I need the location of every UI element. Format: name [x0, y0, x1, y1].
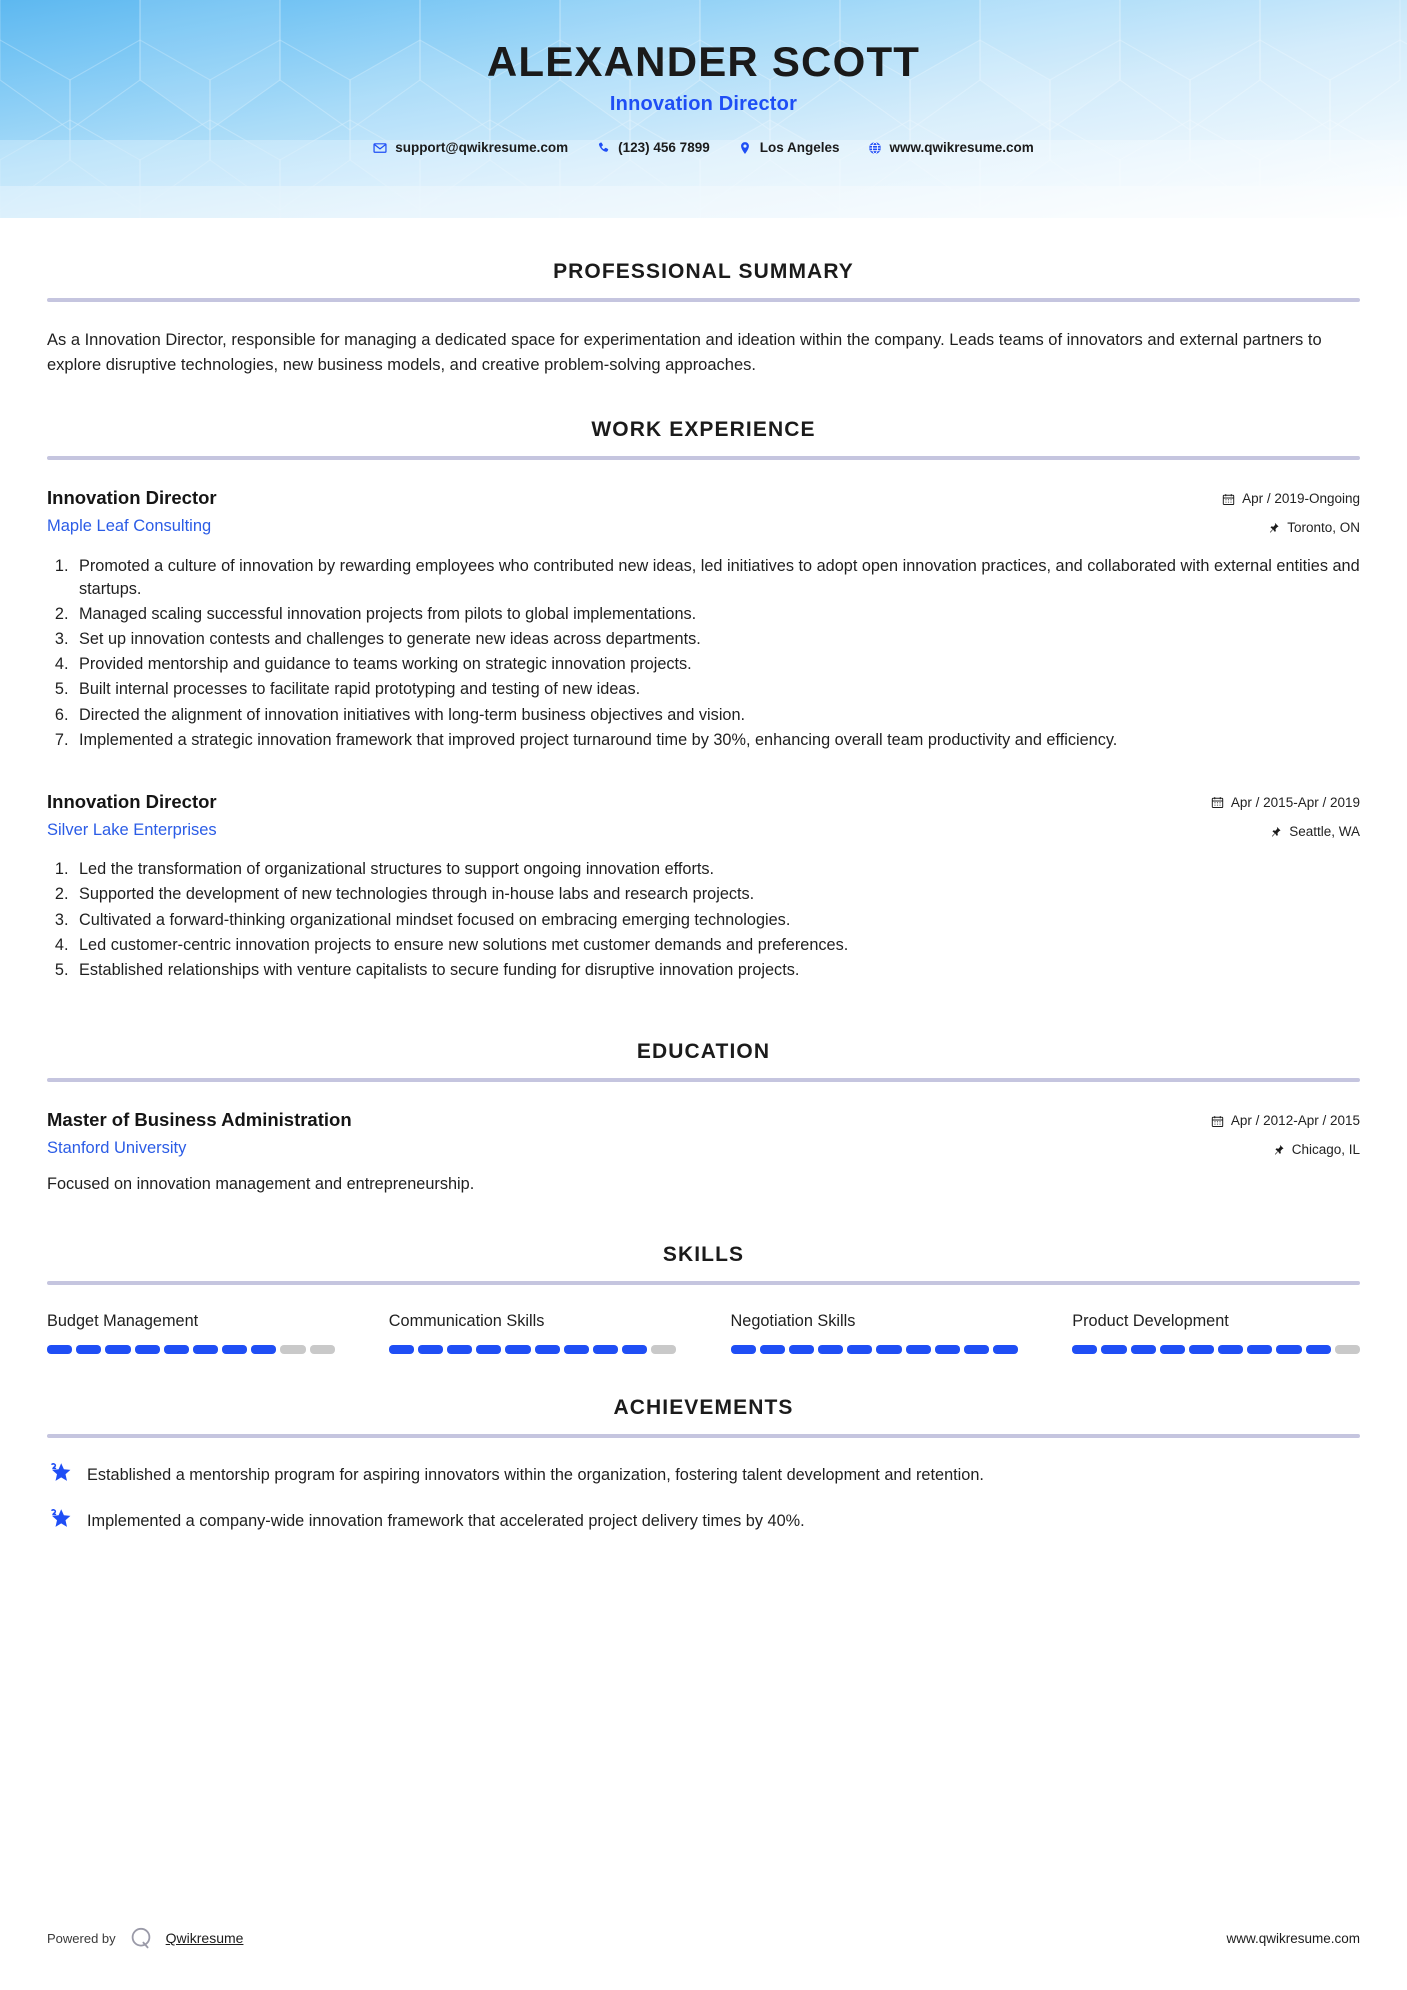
work-entry-date: Apr / 2019-Ongoing: [1242, 491, 1360, 507]
skill-segment-filled: [418, 1345, 443, 1354]
achievement-text: Established a mentorship program for aspiring innovators within the organization, fostering talent development and retention.: [87, 1466, 984, 1485]
skill-item: [47, 1311, 335, 1354]
skill-segment-filled: [389, 1345, 414, 1354]
section-title-skills: SKILLS: [662, 1243, 745, 1267]
skill-segment-filled: [76, 1345, 101, 1354]
section-title-achievements: ACHIEVEMENTS: [613, 1396, 794, 1420]
qwikresume-brand-link[interactable]: Qwikresume: [165, 1930, 244, 1946]
skill-item: [389, 1311, 677, 1354]
skill-segment-empty: [280, 1345, 305, 1354]
list-item: 2. Managed scaling successful innovation projects from pilots to global implementations.: [73, 603, 1360, 626]
skill-segment-filled: [164, 1345, 189, 1354]
powered-by-label: Powered by: [47, 1930, 116, 1946]
skill-segment-filled: [251, 1345, 276, 1354]
location-pin-icon: [738, 141, 752, 155]
globe-icon: [868, 141, 882, 155]
contact-website[interactable]: [854, 140, 1048, 155]
list-item: 4. Provided mentorship and guidance to teams working on strategic innovation projects.: [73, 653, 1360, 676]
education-date: Apr / 2012-Apr / 2015: [1230, 1112, 1360, 1128]
section-title-work-experience: WORK EXPERIENCE: [591, 418, 816, 442]
section-divider: [47, 1078, 1360, 1082]
section-professional-summary: [47, 218, 1360, 378]
skills-grid: [47, 1311, 1360, 1354]
skill-segment-filled: [1131, 1345, 1156, 1354]
resume-content: [0, 218, 1407, 1924]
skill-segment-filled: [535, 1345, 560, 1354]
skill-segment-filled: [935, 1345, 960, 1354]
education-location: Chicago, IL: [1291, 1142, 1360, 1158]
list-item: 2. Supported the development of new technologies through in-house labs and research projects.: [73, 883, 1360, 906]
work-entry-location: Toronto, ON: [1287, 520, 1360, 536]
work-entry-company[interactable]: Maple Leaf Consulting: [47, 517, 212, 536]
section-divider: [47, 298, 1360, 302]
skill-segment-filled: [622, 1345, 647, 1354]
skill-segment-filled: [818, 1345, 843, 1354]
work-entry-date: Apr / 2015-Apr / 2019: [1230, 794, 1360, 810]
skill-segment-filled: [1072, 1345, 1097, 1354]
skill-level-bar: [389, 1345, 677, 1354]
skill-level-bar: [1072, 1345, 1360, 1354]
skill-segment-filled: [1218, 1345, 1243, 1354]
education-entry-header: [47, 1108, 1360, 1161]
skill-label: Product Development: [1072, 1312, 1229, 1331]
contact-website-text: www.qwikresume.com: [889, 140, 1034, 156]
skill-segment-filled: [1276, 1345, 1301, 1354]
skill-segment-filled: [1160, 1345, 1185, 1354]
star-icon: [47, 1460, 73, 1486]
education-location-row: [1211, 1140, 1360, 1160]
skill-item: [1072, 1311, 1360, 1354]
skill-segment-filled: [222, 1345, 247, 1354]
skill-segment-filled: [789, 1345, 814, 1354]
skill-segment-filled: [906, 1345, 931, 1354]
work-entry: [47, 790, 1360, 982]
skill-segment-filled: [564, 1345, 589, 1354]
skill-segment-empty: [310, 1345, 335, 1354]
section-title-professional-summary: PROFESSIONAL SUMMARY: [553, 260, 854, 283]
work-entry-title: Innovation Director: [47, 487, 217, 509]
skill-segment-filled: [1306, 1345, 1331, 1354]
skill-segment-filled: [447, 1345, 472, 1354]
list-item: 1. Led the transformation of organizational structures to support ongoing innovation efforts.: [73, 858, 1360, 881]
work-entry: [47, 486, 1360, 752]
skill-label: Negotiation Skills: [730, 1312, 856, 1331]
footer-website-url[interactable]: www.qwikresume.com: [1226, 1930, 1360, 1946]
skill-segment-filled: [1247, 1345, 1272, 1354]
skill-segment-filled: [876, 1345, 901, 1354]
achievement-text: Implemented a company-wide innovation framework that accelerated project delivery times by 40%.: [87, 1511, 805, 1530]
map-pin-icon: [1272, 1144, 1285, 1157]
contact-email-text: support@qwikresume.com: [395, 140, 569, 156]
work-entry-left: [47, 790, 217, 842]
work-entry-meta: [1211, 790, 1360, 843]
work-entry-header: [47, 486, 1360, 539]
work-entry-location: Seattle, WA: [1289, 824, 1360, 840]
work-entry-location-row: [1211, 822, 1360, 842]
education-entry-left: [47, 1108, 352, 1160]
contact-phone-text: (123) 456 7899: [618, 140, 710, 156]
skill-segment-filled: [760, 1345, 785, 1354]
education-entry: [47, 1108, 1360, 1197]
education-school[interactable]: Stanford University: [47, 1139, 187, 1158]
skill-segment-filled: [964, 1345, 989, 1354]
professional-summary-text: As a Innovation Director, responsible for managing a dedicated space for experimentation and ideation within the company. Leads teams of innovators and external partners to explore disruptive technologies, new business models, and creative problem-solving approaches.: [47, 331, 1322, 375]
qwikresume-logo-icon: [127, 1924, 155, 1952]
section-skills: [47, 1197, 1360, 1354]
skill-item: [731, 1311, 1019, 1354]
work-entry-date-row: [1211, 793, 1360, 813]
skill-segment-filled: [505, 1345, 530, 1354]
resume-header: [0, 0, 1407, 218]
list-item: 3. Cultivated a forward-thinking organizational mindset focused on embracing emerging technologies.: [73, 909, 1360, 932]
work-entry-bullets: [47, 858, 1360, 982]
phone-icon: [596, 141, 610, 155]
education-entry-meta: [1211, 1108, 1360, 1161]
work-entry-location-row: [1222, 518, 1360, 538]
achievements-list: [47, 1462, 1360, 1533]
list-item: 1. Promoted a culture of innovation by rewarding employees who contributed new ideas, led initiatives to adopt open innovation practices, and collaborated with external entities and startups.: [73, 555, 1360, 601]
skill-label: Communication Skills: [388, 1312, 545, 1331]
list-item: 5. Established relationships with venture capitalists to secure funding for disruptive innovation projects.: [73, 959, 1360, 982]
education-description: Focused on innovation management and entrepreneurship.: [47, 1175, 475, 1194]
skill-segment-filled: [847, 1345, 872, 1354]
contact-location-text: Los Angeles: [759, 140, 840, 156]
skill-segment-filled: [105, 1345, 130, 1354]
work-entry-bullets: [47, 555, 1360, 752]
list-item: 4. Led customer-centric innovation projects to ensure new solutions met customer demands and preferences.: [73, 934, 1360, 957]
section-work-experience: [47, 378, 1360, 982]
skill-segment-empty: [651, 1345, 676, 1354]
skill-label: Budget Management: [47, 1312, 199, 1331]
list-item: 5. Built internal processes to facilitate rapid prototyping and testing of new ideas.: [73, 678, 1360, 701]
map-pin-icon: [1267, 522, 1280, 535]
skill-level-bar: [731, 1345, 1019, 1354]
envelope-icon: [373, 141, 387, 155]
achievement-item: [47, 1508, 1360, 1534]
section-divider: [47, 456, 1360, 460]
achievement-item: [47, 1462, 1360, 1488]
skill-segment-filled: [593, 1345, 618, 1354]
contact-email[interactable]: [359, 140, 582, 155]
calendar-icon: [1211, 796, 1224, 809]
contact-bar: [0, 140, 1407, 155]
work-entry-header: [47, 790, 1360, 843]
star-icon: [47, 1506, 73, 1532]
skill-level-bar: [47, 1345, 335, 1354]
work-entry-company[interactable]: Silver Lake Enterprises: [47, 820, 217, 839]
skill-segment-filled: [47, 1345, 72, 1354]
map-pin-icon: [1269, 826, 1282, 839]
contact-phone[interactable]: [582, 140, 724, 155]
skill-segment-filled: [1189, 1345, 1214, 1354]
resume-footer: [0, 1924, 1407, 1990]
calendar-icon: [1222, 493, 1235, 506]
section-education: [47, 984, 1360, 1197]
work-entry-left: [47, 486, 217, 538]
list-item: 3. Set up innovation contests and challenges to generate new ideas across departments.: [73, 628, 1360, 651]
list-item: 6. Directed the alignment of innovation initiatives with long-term business objectives and vision.: [73, 704, 1360, 727]
candidate-name: ALEXANDER SCOTT: [486, 38, 921, 85]
skill-segment-filled: [476, 1345, 501, 1354]
skill-segment-filled: [1101, 1345, 1126, 1354]
contact-location: [724, 140, 854, 155]
section-achievements: [47, 1354, 1360, 1533]
education-date-row: [1211, 1111, 1360, 1131]
work-entry-meta: [1222, 486, 1360, 539]
skill-segment-filled: [135, 1345, 160, 1354]
candidate-job-title: Innovation Director: [609, 93, 798, 116]
skill-segment-empty: [1335, 1345, 1360, 1354]
section-divider: [47, 1434, 1360, 1438]
skill-segment-filled: [193, 1345, 218, 1354]
calendar-icon: [1211, 1115, 1224, 1128]
powered-by-group: [47, 1924, 243, 1952]
section-title-education: EDUCATION: [636, 1039, 771, 1063]
work-entry-date-row: [1222, 489, 1360, 509]
list-item: 7. Implemented a strategic innovation framework that improved project turnaround time by 30%, enhancing overall team productivity and efficiency.: [73, 729, 1360, 752]
work-entry-title: Innovation Director: [47, 790, 217, 812]
skill-segment-filled: [993, 1345, 1018, 1354]
section-divider: [47, 1281, 1360, 1285]
skill-segment-filled: [731, 1345, 756, 1354]
education-degree: Master of Business Administration: [47, 1108, 352, 1130]
